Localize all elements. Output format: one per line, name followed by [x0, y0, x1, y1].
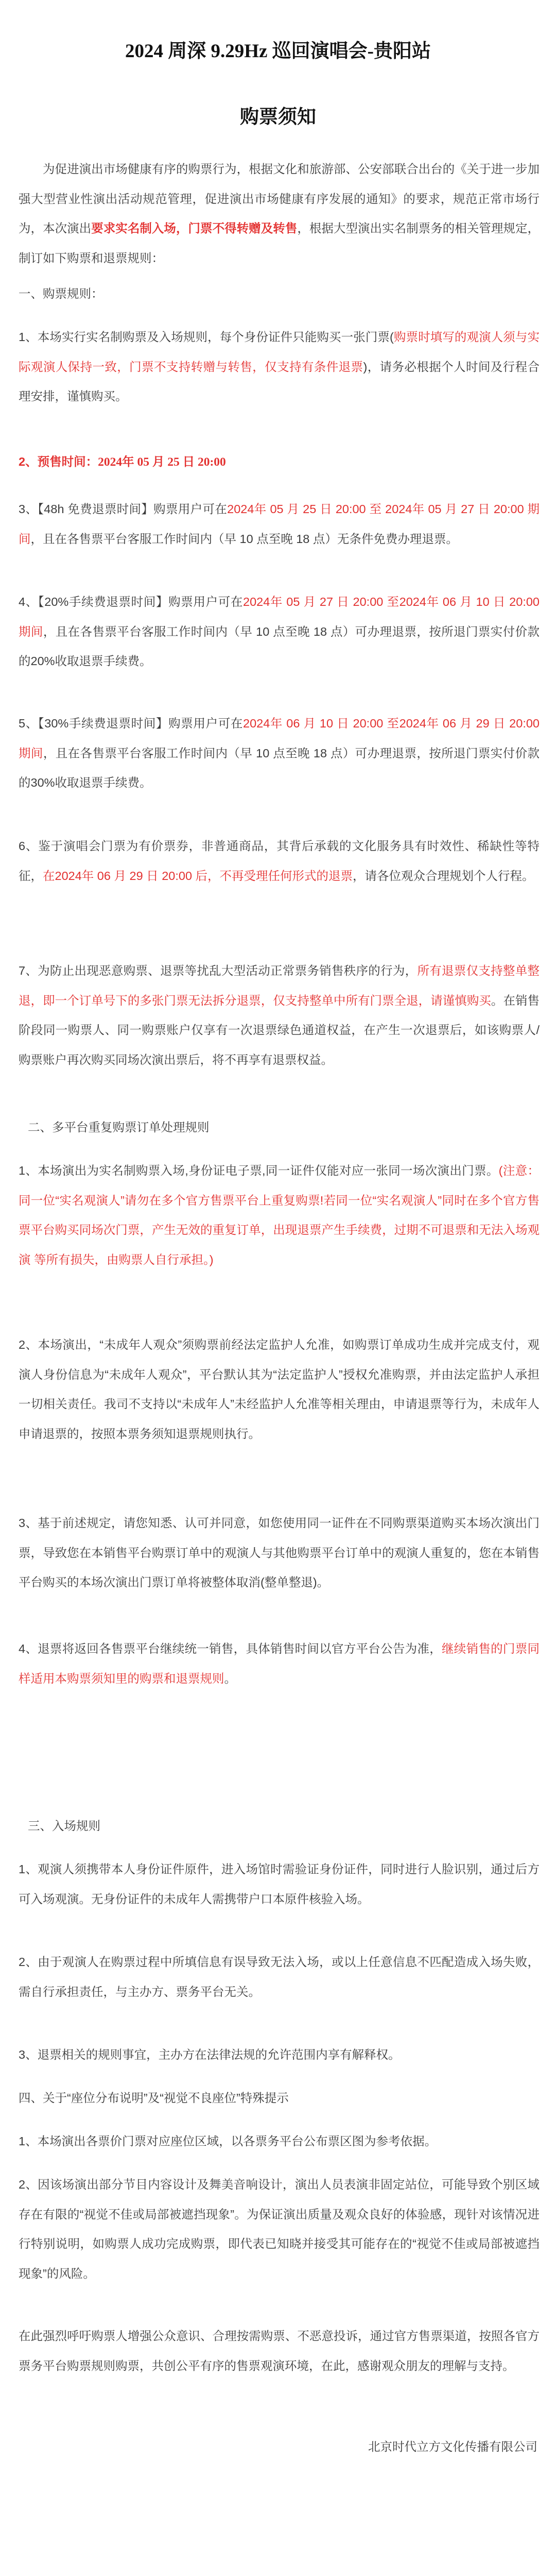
section-heading: 四、关于“座位分布说明”及“视觉不良座位”特殊提示 [19, 2091, 289, 2105]
section-multi-platform-heading [19, 1113, 540, 1143]
rule-highlight: 2024年 05 月 25 日 20:00 至 2024年 05 月 27 日 20:00 期间 [19, 502, 540, 546]
purchase-rule-3: 3、【48h 免费退票时间】购票用户可在2024年 05 月 25 日 20:00 至 2024年 05 月 27 日 20:00 期间，且在各售票平台客服工作时间内（早 10 点至晚 18 点）无条件免费办理退票。 [19, 502, 540, 546]
page-subtitle: 购票须知 [240, 107, 316, 128]
multi-platform-rule-2: 2、本场演出，“未成年人观众”须购票前经法定监护人允准，如购票订单成功生成并完成支付，观演人身份信息为“未成年人观众”，平台默认其为“法定监护人”授权允准购票，并由法定监护人承担一切相关责任。我司不支持以“未成年人”未经监护人允准等相关理由，申请退票等行为，未成年人申请退票的，按照本票务须知退票规则执行。 [19, 1338, 540, 1440]
multi-platform-rule-1: 1、本场演出为实名制购票入场,身份证电子票,同一证件仅能对应一张同一场次演出门票。(注意：同一位“实名观演人”请勿在多个官方售票平台上重复购票!若同一位“实名观演人”同时在多个官方售票平台购买同场次门票，产生无效的重复订单，出现退票产生手续费，过期不可退票和无法入场观演 等所有损失，由购票人自行承担。) [19, 1164, 540, 1266]
section-entry-rules-heading [19, 1811, 540, 1841]
purchase-rule-1: 1、本场实行实名制购票及入场规则，每个身份证件只能购买一张门票(购票时填写的观演人须与实际观演人保持一致，门票不支持转赠与转售，仅支持有条件退票)，请务必根据个人时间及行程合理安排，谨慎购买。 [19, 330, 540, 403]
seating-rule-1: 1、本场演出各票价门票对应座位区域，以各票务平台公布票区图为参考依据。 [19, 2134, 437, 2148]
section-seating-heading [19, 2083, 540, 2113]
company-signature: 北京时代立方文化传播有限公司 [368, 2440, 537, 2453]
rule-highlight: 在2024年 06 月 29 日 20:00 后，不再受理任何形式的退票 [43, 869, 353, 883]
rule-highlight: 继续销售的门票同样适用本购票须知里的购票和退票规则 [19, 1642, 540, 1685]
presale-time: 2024年 05 月 25 日 20:00 [98, 455, 226, 469]
purchase-rule-2: 2、预售时间：2024年 05 月 25 日 20:00 [19, 455, 226, 469]
multi-platform-rule-3: 3、基于前述规定，请您知悉、认可并同意，如您使用同一证件在不同购票渠道购买本场次演出门票，导致您在本销售平台购票订单中的观演人与其他购票平台订单中的观演人重复的，您在本销售平台购买的本场次演出门票订单将被整体取消(整单整退)。 [19, 1516, 540, 1589]
rule-highlight: 购票时填写的观演人须与实际观演人保持一致，门票不支持转赠与转售，仅支持有条件退票 [19, 330, 540, 374]
intro-text: 为促进演出市场健康有序的购票行为，根据文化和旅游部、公安部联合出台的《关于进一步加强大型营业性演出活动规范管理，促进演出市场健康有序发展的通知》的要求，规范正常市场行为，本次演出 [19, 162, 540, 235]
rule-highlight: 2024年 05 月 27 日 20:00 至2024年 06 月 10 日 20:00 期间 [19, 595, 540, 638]
entry-rule-3: 3、退票相关的规则事宜，主办方在法律法规的允许范围内享有解释权。 [19, 2048, 401, 2061]
purchase-rule-7: 7、为防止出现恶意购票、退票等扰乱大型活动正常票务销售秩序的行为，所有退票仅支持整单整退，即一个订单号下的多张门票无法拆分退票，仅支持整单中所有门票全退，请谨慎购买。在销售阶段同一购票人、同一购票账户仅享有一次退票绿色通道权益，在产生一次退票后，如该购票人/购票账户再次购买同场次演出票后，将不再享有退票权益。 [19, 964, 540, 1066]
intro-paragraph [19, 155, 540, 273]
rule-highlight: (注意：同一位“实名观演人”请勿在多个官方售票平台上重复购票!若同一位“实名观演人”同时在多个官方售票平台购买同场次门票，产生无效的重复订单，出现退票产生手续费，过期不可退票和无法入场观演 等所有损失，由购票人自行承担。) [19, 1164, 540, 1266]
intro-highlight: 要求实名制入场，门票不得转赠及转售 [91, 222, 298, 235]
section-heading: 一、购票规则： [19, 287, 103, 300]
closing-paragraph: 在此强烈呼吁购票人增强公众意识、合理按需购票、不恶意投诉，通过官方售票渠道，按照各官方票务平台购票规则购票，共创公平有序的售票观演环境，在此，感谢观众朋友的理解与支持。 [19, 2329, 540, 2372]
section-heading: 二、多平台重复购票订单处理规则 [28, 1121, 210, 1134]
section-heading: 三、入场规则 [28, 1819, 100, 1833]
entry-rule-2: 2、由于观演人在购票过程中所填信息有误导致无法入场，或以上任意信息不匹配造成入场失败， 需自行承担责任，与主办方、票务平台无关。 [19, 1955, 540, 1998]
seating-rule-2: 2、因该场演出部分节目内容设计及舞美音响设计，演出人员表演非固定站位，可能导致个别区域存在有限的“视觉不佳或局部被遮挡现象”。为保证演出质量及观众良好的体验感，现针对该情况进行特别说明，如购票人成功完成购票，即代表已知晓并接受其可能存在的“视觉不佳或局部被遮挡现象”的风险。 [19, 2178, 540, 2280]
purchase-rule-4: 4、【20%手续费退票时间】购票用户可在2024年 05 月 27 日 20:00 至2024年 06 月 10 日 20:00 期间，且在各售票平台客服工作时间内（早 10 点至晚 18 点）可办理退票，按所退门票实付价款的20%收取退票手续费。 [19, 595, 540, 668]
purchase-rule-6: 6、鉴于演唱会门票为有价票券，非普通商品，其背后承载的文化服务具有时效性、稀缺性等特征，在2024年 06 月 29 日 20:00 后，不再受理任何形式的退票，请各位观众合理规划个人行程。 [19, 839, 540, 883]
rule-highlight: 所有退票仅支持整单整退，即一个订单号下的多张门票无法拆分退票，仅支持整单中所有门票全退，请谨慎购买 [19, 964, 540, 1007]
section-purchase-rules-heading [19, 279, 540, 309]
purchase-rule-5: 5、【30%手续费退票时间】购票用户可在2024年 06 月 10 日 20:00 至2024年 06 月 29 日 20:00 期间，且在各售票平台客服工作时间内（早 10 点至晚 18 点）可办理退票，按所退门票实付价款的30%收取退票手续费。 [19, 717, 540, 789]
page-title: 2024 周深 9.29Hz 巡回演唱会-贵阳站 [125, 41, 431, 62]
multi-platform-rule-4: 4、退票将返回各售票平台继续统一销售，具体销售时间以官方平台公告为准，继续销售的门票同样适用本购票须知里的购票和退票规则。 [19, 1642, 540, 1685]
rule-highlight: 2024年 06 月 10 日 20:00 至2024年 06 月 29 日 20:00 期间 [19, 717, 540, 760]
entry-rule-1: 1、观演人须携带本人身份证件原件，进入场馆时需验证身份证件，同时进行人脸识别，通过后方可入场观演。无身份证件的未成年人需携带户口本原件核验入场。 [19, 1862, 540, 1906]
intro-text-end: ，根据大型演出实名制票务的相关管理规定，制订如下购票和退票规则： [19, 222, 540, 265]
